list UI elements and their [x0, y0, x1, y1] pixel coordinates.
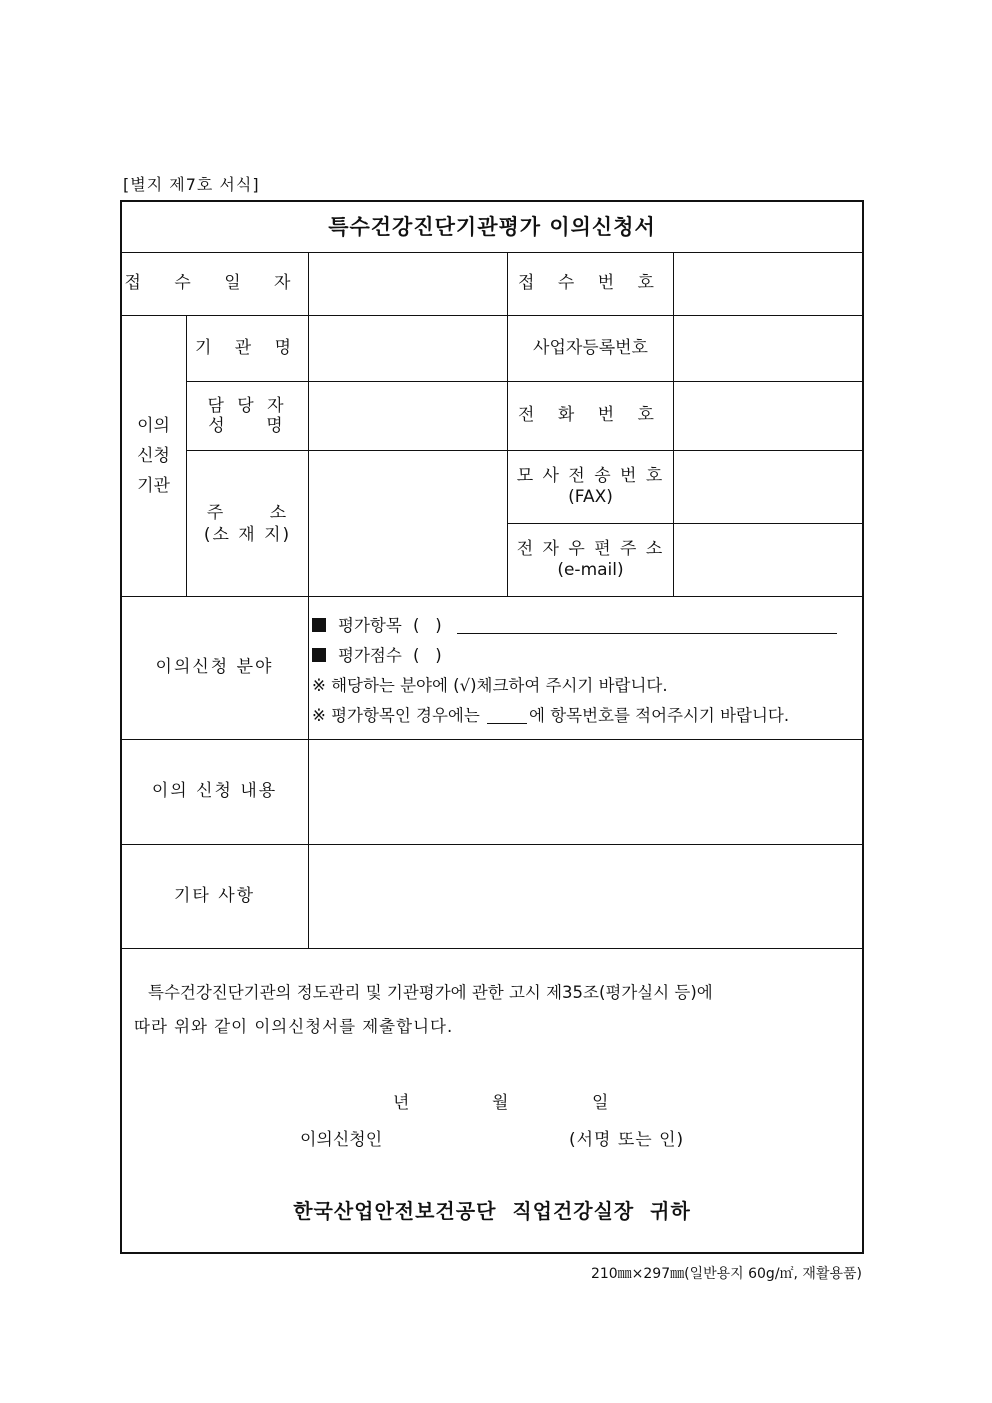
divider	[121, 948, 863, 949]
date-month-label: 월	[492, 1093, 509, 1113]
evaluation-item-paren: ( )	[413, 616, 442, 635]
evaluation-item-option[interactable]	[312, 612, 837, 636]
note-text-before: ※ 평가항목인 경우에는	[312, 706, 486, 725]
contact-person-label-line: 성 명	[208, 416, 287, 436]
business-reg-number-value[interactable]	[674, 316, 863, 381]
institution-name-value[interactable]	[309, 316, 507, 381]
statement-line: 특수건강진단기관의 정도관리 및 기관평가에 관한 고시 제35조(평가실시 등)에	[148, 983, 713, 1002]
contact-person-label-line: 담 당 자	[207, 396, 288, 416]
address-label	[187, 451, 308, 596]
contact-person-value[interactable]	[309, 382, 507, 450]
objection-field-label: 이의신청 분야	[155, 657, 274, 678]
email-label-line: 전 자 우 편 주 소	[516, 539, 665, 559]
group-label-line: 이의	[137, 416, 170, 436]
signature-label: (서명 또는 인)	[569, 1130, 685, 1150]
evaluation-item-label: 평가항목	[338, 616, 402, 635]
group-label-line: 신청	[137, 446, 170, 466]
evaluation-item-blank[interactable]	[457, 633, 837, 634]
note-text-after: 에 항목번호를 적어주시기 바랍니다.	[529, 706, 790, 725]
date-year-label: 년	[393, 1093, 410, 1113]
email-value[interactable]	[674, 524, 863, 596]
receipt-date-value[interactable]	[309, 253, 507, 315]
statement-line: 따라 위와 같이 이의신청서를 제출합니다.	[134, 1017, 454, 1036]
address-label-line: 주 소	[206, 502, 289, 523]
evaluation-score-label: 평가점수	[338, 646, 402, 665]
checkbox-square-icon	[312, 648, 326, 662]
paper-spec-footer: 210㎜×297㎜(일반용지 60g/㎡, 재활용품)	[590, 1266, 862, 1282]
checkbox-square-icon	[312, 618, 326, 632]
evaluation-score-option[interactable]	[312, 642, 442, 666]
form-title: 특수건강진단기관평가 이의신청서	[328, 214, 656, 239]
fax-value[interactable]	[674, 451, 863, 523]
evaluation-score-paren: ( )	[413, 646, 442, 665]
fax-label	[508, 451, 673, 523]
email-label-line: (e-mail)	[557, 560, 624, 580]
item-number-blank	[487, 723, 527, 724]
fax-label-line: (FAX)	[568, 487, 613, 507]
date-day-label: 일	[592, 1093, 609, 1113]
receipt-number-value[interactable]	[674, 253, 863, 315]
recipient-line: 한국산업안전보건공단 직업건강실장 귀하	[293, 1199, 691, 1223]
institution-name-label: 기 관 명	[194, 337, 301, 358]
other-matters-label: 기타 사항	[173, 885, 256, 906]
applicant-institution-label	[121, 316, 186, 596]
field-note-item-number	[312, 702, 789, 726]
contact-person-label	[187, 382, 308, 450]
email-label	[508, 524, 673, 596]
address-value[interactable]	[309, 451, 507, 596]
other-matters-value[interactable]	[309, 845, 863, 948]
address-label-line: (소 재 지)	[203, 524, 292, 545]
phone-number-value[interactable]	[674, 382, 863, 450]
phone-number-label: 전 화 번 호	[518, 405, 663, 426]
objection-content-label: 이의 신청 내용	[151, 781, 278, 802]
receipt-date-label: 접 수 일 자	[124, 273, 305, 294]
business-reg-number-label: 사업자등록번호	[533, 337, 648, 358]
objection-content-value[interactable]	[309, 740, 863, 844]
field-note-check: ※ 해당하는 분야에 (√)체크하여 주시기 바랍니다.	[312, 676, 668, 695]
receipt-number-label: 접 수 번 호	[518, 273, 663, 294]
form-number-label: [별지 제7호 서식]	[123, 175, 260, 194]
fax-label-line: 모 사 전 송 번 호	[516, 466, 665, 486]
applicant-label: 이의신청인	[300, 1130, 383, 1150]
group-label-line: 기관	[137, 476, 170, 496]
